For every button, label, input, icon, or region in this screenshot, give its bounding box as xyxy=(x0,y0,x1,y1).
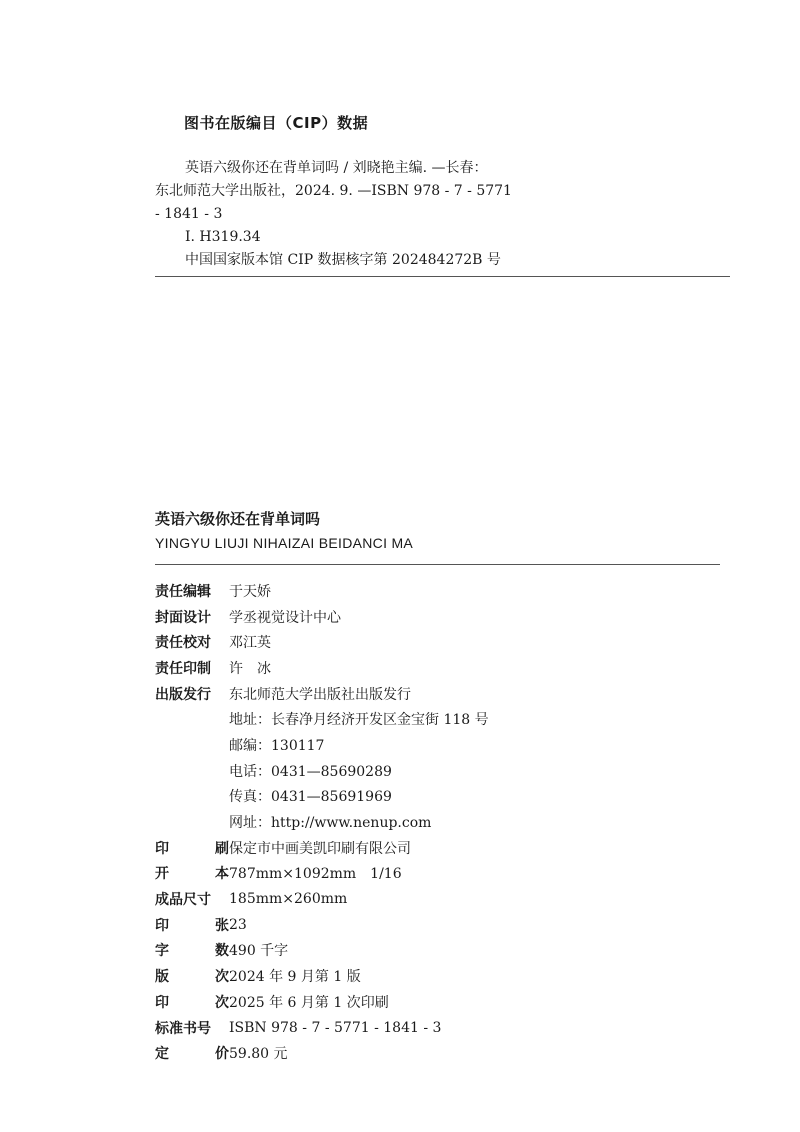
detail-row-proofreader xyxy=(155,629,489,655)
publication-details xyxy=(155,578,489,1066)
detail-row-website xyxy=(155,809,489,835)
detail-value: 邮编：130117 xyxy=(229,737,325,754)
detail-row-isbn xyxy=(155,1015,489,1041)
book-title: 英语六级你还在背单词吗 xyxy=(155,510,321,528)
cip-divider xyxy=(155,276,730,277)
detail-label: 封面设计 xyxy=(155,609,211,626)
detail-value: 地址：长春净月经济开发区金宝街 118 号 xyxy=(229,712,489,729)
detail-value: 185mm×260mm xyxy=(229,891,348,908)
detail-row-size xyxy=(155,886,489,912)
detail-value: 许 冰 xyxy=(229,660,271,677)
detail-value: 23 xyxy=(229,916,247,933)
detail-row-address xyxy=(155,706,489,732)
detail-row-fax xyxy=(155,784,489,810)
detail-value: 59.80 元 xyxy=(229,1046,288,1063)
detail-value: 2024 年 9 月第 1 版 xyxy=(229,969,361,986)
detail-label: 责任印制 xyxy=(155,660,211,677)
detail-value: 东北师范大学出版社出版发行 xyxy=(229,686,411,703)
detail-row-edition xyxy=(155,963,489,989)
cip-classification: Ⅰ. H319.34 xyxy=(185,229,261,245)
detail-row-postcode xyxy=(155,732,489,758)
detail-row-cover-design xyxy=(155,604,489,630)
detail-label: 印 次 xyxy=(155,994,229,1011)
cip-record xyxy=(155,157,555,272)
cip-heading: 图书在版编目（CIP）数据 xyxy=(184,114,369,132)
detail-value: 保定市中画美凯印刷有限公司 xyxy=(229,840,411,857)
title-divider xyxy=(155,564,720,565)
detail-row-publisher xyxy=(155,681,489,707)
detail-value: 网址：http://www.nenup.com xyxy=(229,815,432,832)
cip-line: - 1841 - 3 xyxy=(155,206,223,222)
detail-value: 电话：0431—85690289 xyxy=(229,763,392,780)
detail-label: 字 数 xyxy=(155,943,229,960)
detail-row-editor xyxy=(155,578,489,604)
detail-label: 成品尺寸 xyxy=(155,892,211,909)
detail-row-printer xyxy=(155,835,489,861)
detail-label: 印 刷 xyxy=(155,840,229,857)
detail-label: 责任校对 xyxy=(155,635,211,652)
detail-value: 学丞视觉设计中心 xyxy=(229,609,341,626)
detail-row-word-count xyxy=(155,938,489,964)
detail-value: 于天娇 xyxy=(229,583,271,600)
detail-value: 邓江英 xyxy=(229,635,271,652)
detail-label: 定 价 xyxy=(155,1046,229,1063)
detail-label: 标准书号 xyxy=(155,1020,211,1037)
detail-row-format xyxy=(155,861,489,887)
cip-line: 英语六级你还在背单词吗 / 刘晓艳主编. —长春： xyxy=(185,160,488,176)
detail-label: 开 本 xyxy=(155,866,229,883)
detail-row-price xyxy=(155,1040,489,1066)
detail-value: 传真：0431—85691969 xyxy=(229,789,392,806)
detail-row-impression xyxy=(155,989,489,1015)
detail-row-print-responsible xyxy=(155,655,489,681)
detail-value: 2025 年 6 月第 1 次印刷 xyxy=(229,994,389,1011)
detail-row-sheets xyxy=(155,912,489,938)
detail-row-phone xyxy=(155,758,489,784)
detail-label: 印 张 xyxy=(155,917,229,934)
book-title-pinyin: YINGYU LIUJI NIHAIZAI BEIDANCI MA xyxy=(155,535,414,551)
detail-label: 责任编辑 xyxy=(155,583,211,600)
detail-label: 出版发行 xyxy=(155,686,211,703)
detail-label: 版 次 xyxy=(155,969,229,986)
cip-approval-number: 中国国家版本馆 CIP 数据核字第 202484272B 号 xyxy=(185,252,501,268)
detail-value: ISBN 978 - 7 - 5771 - 1841 - 3 xyxy=(229,1019,442,1036)
detail-value: 490 千字 xyxy=(229,943,289,960)
detail-value: 787mm×1092mm 1/16 xyxy=(229,866,402,883)
cip-line: 东北师范大学出版社，2024. 9. —ISBN 978 - 7 - 5771 xyxy=(155,183,512,199)
